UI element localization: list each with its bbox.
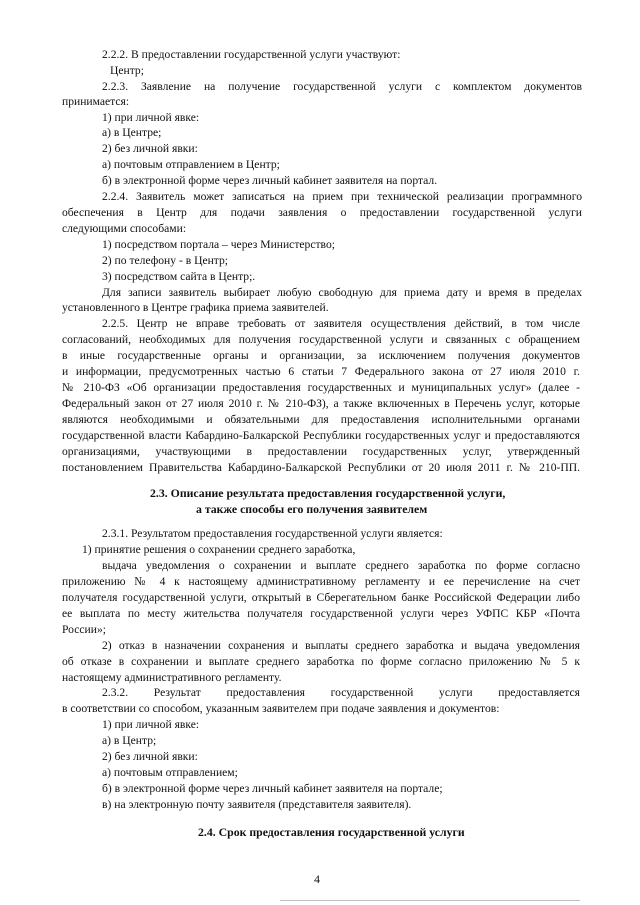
- text-line: Для записи заявитель выбирает любую свободную для приема дату и время в пределах: [102, 286, 582, 299]
- text-line: следующими способами:: [62, 222, 187, 235]
- text-line: принимается:: [62, 95, 130, 108]
- text-line: приложению № 4 к настоящему административному регламенту и ее перечисление на счет: [62, 575, 580, 588]
- text-line: 1) при личной явке:: [102, 718, 200, 731]
- text-line: Центр;: [110, 64, 144, 77]
- text-line: а) в Центр;: [102, 734, 157, 747]
- text-line: в соответствии со способом, указанным заявителем при подаче заявления и документов:: [62, 702, 500, 715]
- text-line: России»;: [62, 623, 106, 636]
- text-line: 2.2.5. Центр не вправе требовать от заявителя осуществления действий, в том числе: [102, 317, 580, 330]
- text-line: государственной власти Кабардино-Балкарской Республики государственных услуг и предоставляются: [62, 429, 580, 442]
- page-number: 4: [314, 872, 320, 886]
- text-line: Федеральный закон от 27 июля 2010 г. № 210-ФЗ), а также включенных в Перечень услуг, которые: [62, 397, 580, 410]
- text-line: № 210-ФЗ «Об организации предоставления государственных и муниципальных услуг» (далее -: [62, 381, 580, 394]
- text-line: 2.3.2. Результат предоставления государственной услуги предоставляется: [102, 686, 580, 699]
- text-line: в иные государственные органы и организации, за исключением получения документов: [62, 349, 580, 362]
- text-line: а) в Центре;: [102, 126, 162, 139]
- text-line: а) почтовым отправлением;: [102, 766, 238, 779]
- text-line: 2.2.2. В предоставлении государственной услуги участвуют:: [102, 48, 401, 61]
- section-heading-line: 2.3. Описание результата предоставления государственной услуги,: [150, 486, 506, 500]
- text-line: постановлением Правительства Кабардино-Балкарской Республики от 20 июля 2011 г. № 210-ПП.: [62, 461, 580, 474]
- section-heading-line: а также способы его получения заявителем: [196, 502, 428, 516]
- text-line: являются необходимыми и обязательными для предоставления исполнительными органами: [62, 413, 580, 426]
- section-heading-line: 2.4. Срок предоставления государственной услуги: [198, 825, 465, 839]
- text-line: 2) по телефону - в Центр;: [102, 254, 229, 267]
- text-line: ее выплата по месту жительства получателя государственной услуги через УФПС КБР «Почта: [62, 607, 580, 620]
- text-line: выдача уведомления о сохранении и выплате среднего заработка по форме согласно: [102, 559, 580, 572]
- text-line: 1) принятие решения о сохранении среднего заработка,: [82, 543, 356, 556]
- text-line: об отказе в сохранении и выплате среднего заработка по форме согласно приложению № 5 к: [62, 655, 580, 668]
- text-line: 2) отказ в назначении сохранения и выплаты среднего заработка и выдача уведомления: [102, 639, 580, 652]
- text-line: 1) посредством портала – через Министерство;: [102, 238, 335, 251]
- text-line: 2.3.1. Результатом предоставления государственной услуги является:: [102, 527, 443, 540]
- text-line: а) почтовым отправлением в Центр;: [102, 158, 280, 171]
- text-line: б) в электронной форме через личный кабинет заявителя на портале;: [102, 782, 443, 795]
- text-line: 2.2.3. Заявление на получение государственной услуги с комплектом документов: [102, 80, 582, 93]
- text-line: получателя государственной услуги, открытый в Сберегательном банке Российской Федерации либо: [62, 591, 580, 604]
- text-line: и информации, предусмотренных частью 6 статьи 7 Федерального закона от 27 июля 2010 г.: [62, 365, 580, 378]
- scan-edge-line: [280, 900, 580, 901]
- text-line: 2) без личной явки:: [102, 750, 198, 763]
- text-line: в) на электронную почту заявителя (представителя заявителя).: [102, 798, 412, 811]
- text-line: 1) при личной явке:: [102, 111, 200, 124]
- text-line: 3) посредством сайта в Центр;.: [102, 270, 256, 283]
- text-line: 2.2.4. Заявитель может записаться на прием при технической реализации программного: [102, 190, 582, 203]
- text-line: согласований, необходимых для получения государственной услуги и связанных с обращением: [62, 333, 580, 346]
- text-line: настоящему административного регламенту.: [62, 671, 282, 684]
- text-line: организациями, участвующими в предоставлении государственных услуг, утвержденный: [62, 445, 580, 458]
- text-line: 2) без личной явки:: [102, 142, 198, 155]
- text-line: установленного в Центре графика приема заявителей.: [62, 301, 329, 314]
- text-line: обеспечения в Центр для подачи заявления о предоставлении государственной услуги: [62, 206, 582, 219]
- text-line: б) в электронной форме через личный кабинет заявителя на портал.: [102, 174, 438, 187]
